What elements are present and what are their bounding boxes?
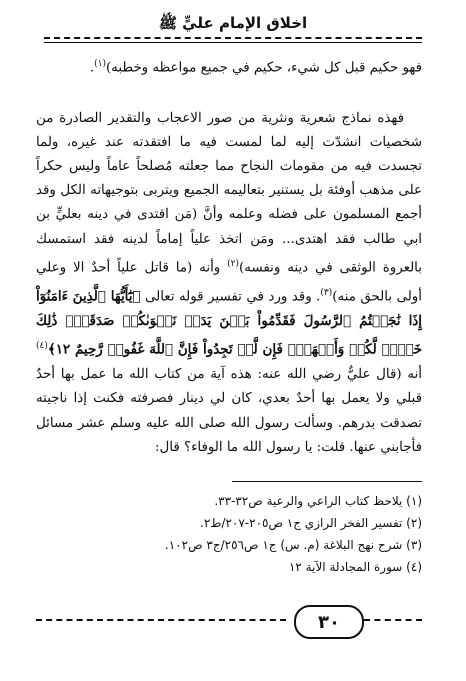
main-text (36, 52, 422, 460)
footnote-marker: (١) (94, 59, 106, 69)
running-header-title: اخلاق الإمام عليٍّ ﷺ (158, 14, 308, 32)
footnote-item: (٤) سورة المجادلة الآية ١٢ (288, 560, 422, 574)
footnote-item: (١) يلاحظ كتاب الراعي والرعية ص٣٢-٣٣. (214, 494, 422, 508)
paragraph-text: وأنه (ما قاتل علياً أحدٌ الا وعلي أولى بالحق منه) (36, 260, 422, 305)
paragraph-text: أنه (قال عليٌّ رضي الله عنه: هذه آية من كتاب الله ما عمل بها أحدٌ قبلي ولا يعمل بها أحدٌ بعدي، كان لي دينار فصرفته فكنت إذا ناجيته تصدقت بدرهم. وسألت رسول الله صلى الله عليه وسلم عشر مسائل فأجابني عنها. قلت: يا رسول الله ما الوفاء؟ قال: (36, 367, 422, 455)
footnotes (36, 490, 422, 578)
bottom-dashed-rule-right (364, 619, 422, 621)
footnote-marker: (٤) (36, 341, 48, 352)
intro-text: فهو حكيم قبل كل شيء، حكيم في جميع مواعظه وخطبه) (105, 60, 422, 76)
footnote-separator (232, 481, 422, 482)
header-dashed-rule (44, 37, 422, 39)
paragraph-text: . وقد ورد في تفسير قوله تعالى (140, 289, 321, 305)
page-number: ٣٠ (294, 605, 364, 639)
footnote-marker: (٢) (227, 258, 240, 269)
paragraph-text: فهذه نماذج شعرية ونثرية من صور الاعجاب والتقدير الصادرة من شخصيات انشدّت إليه لما لمست فيه ما افتقدته عند غيره، ولما تجسدت فيه من مقومات النجاح مما جعلته مُصلحاً عاماً وليس حكراً على مذهب أوفئة بل يستنير بتعاليمه الجميع ويتربى بتوجيهاته الكل وقد أجمع المسلمون على فضله وعلمه وأنَّ (مَن اقتدى في دينه بعليٍّ بن ابي طالب فقد اهتدى... ومَن اتخذ علياً إماماً لدينه فقد استمسك بالعروة الوثقى في دينه ونفسه) (36, 110, 422, 276)
bottom-dashed-rule (36, 619, 286, 621)
footnote-item: (٢) تفسير الفخر الرازي ج١ ص٢٠٥-٢٠٧/ط٢. (200, 516, 422, 530)
footnote-marker: (٣) (320, 287, 333, 298)
main-paragraph (36, 107, 422, 460)
intro-paragraph: فهو حكيم قبل كل شيء، حكيم في جميع مواعظه وخطبه)$^{(١)}$. (89, 59, 422, 76)
quran-verse: ﴿يَٰٓأَيُّهَا ٱلَّذِينَ ءَامَنُوٓاْ إِذَا نَٰجَيۡتُمُ ٱلرَّسُولَ فَقَدِّمُواْ بَيۡنَ يَدَيۡ نَجۡوَىٰكُمۡ صَدَقَةٗۚ ذَٰلِكَ خَيۡرٞ لَّكُمۡ وَأَطۡهَرُۚ فَإِن لَّمۡ تَجِدُواْ فَإِنَّ ٱللَّهَ غَفُورٞ رَّحِيمٌ ١٢﴾ (36, 288, 422, 358)
header-solid-rule (44, 42, 422, 43)
footnote-item: (٣) شرح نهج البلاغة (م. س) ج١ ص٢٥٦/ج٣ ص١٠٢. (164, 538, 422, 552)
